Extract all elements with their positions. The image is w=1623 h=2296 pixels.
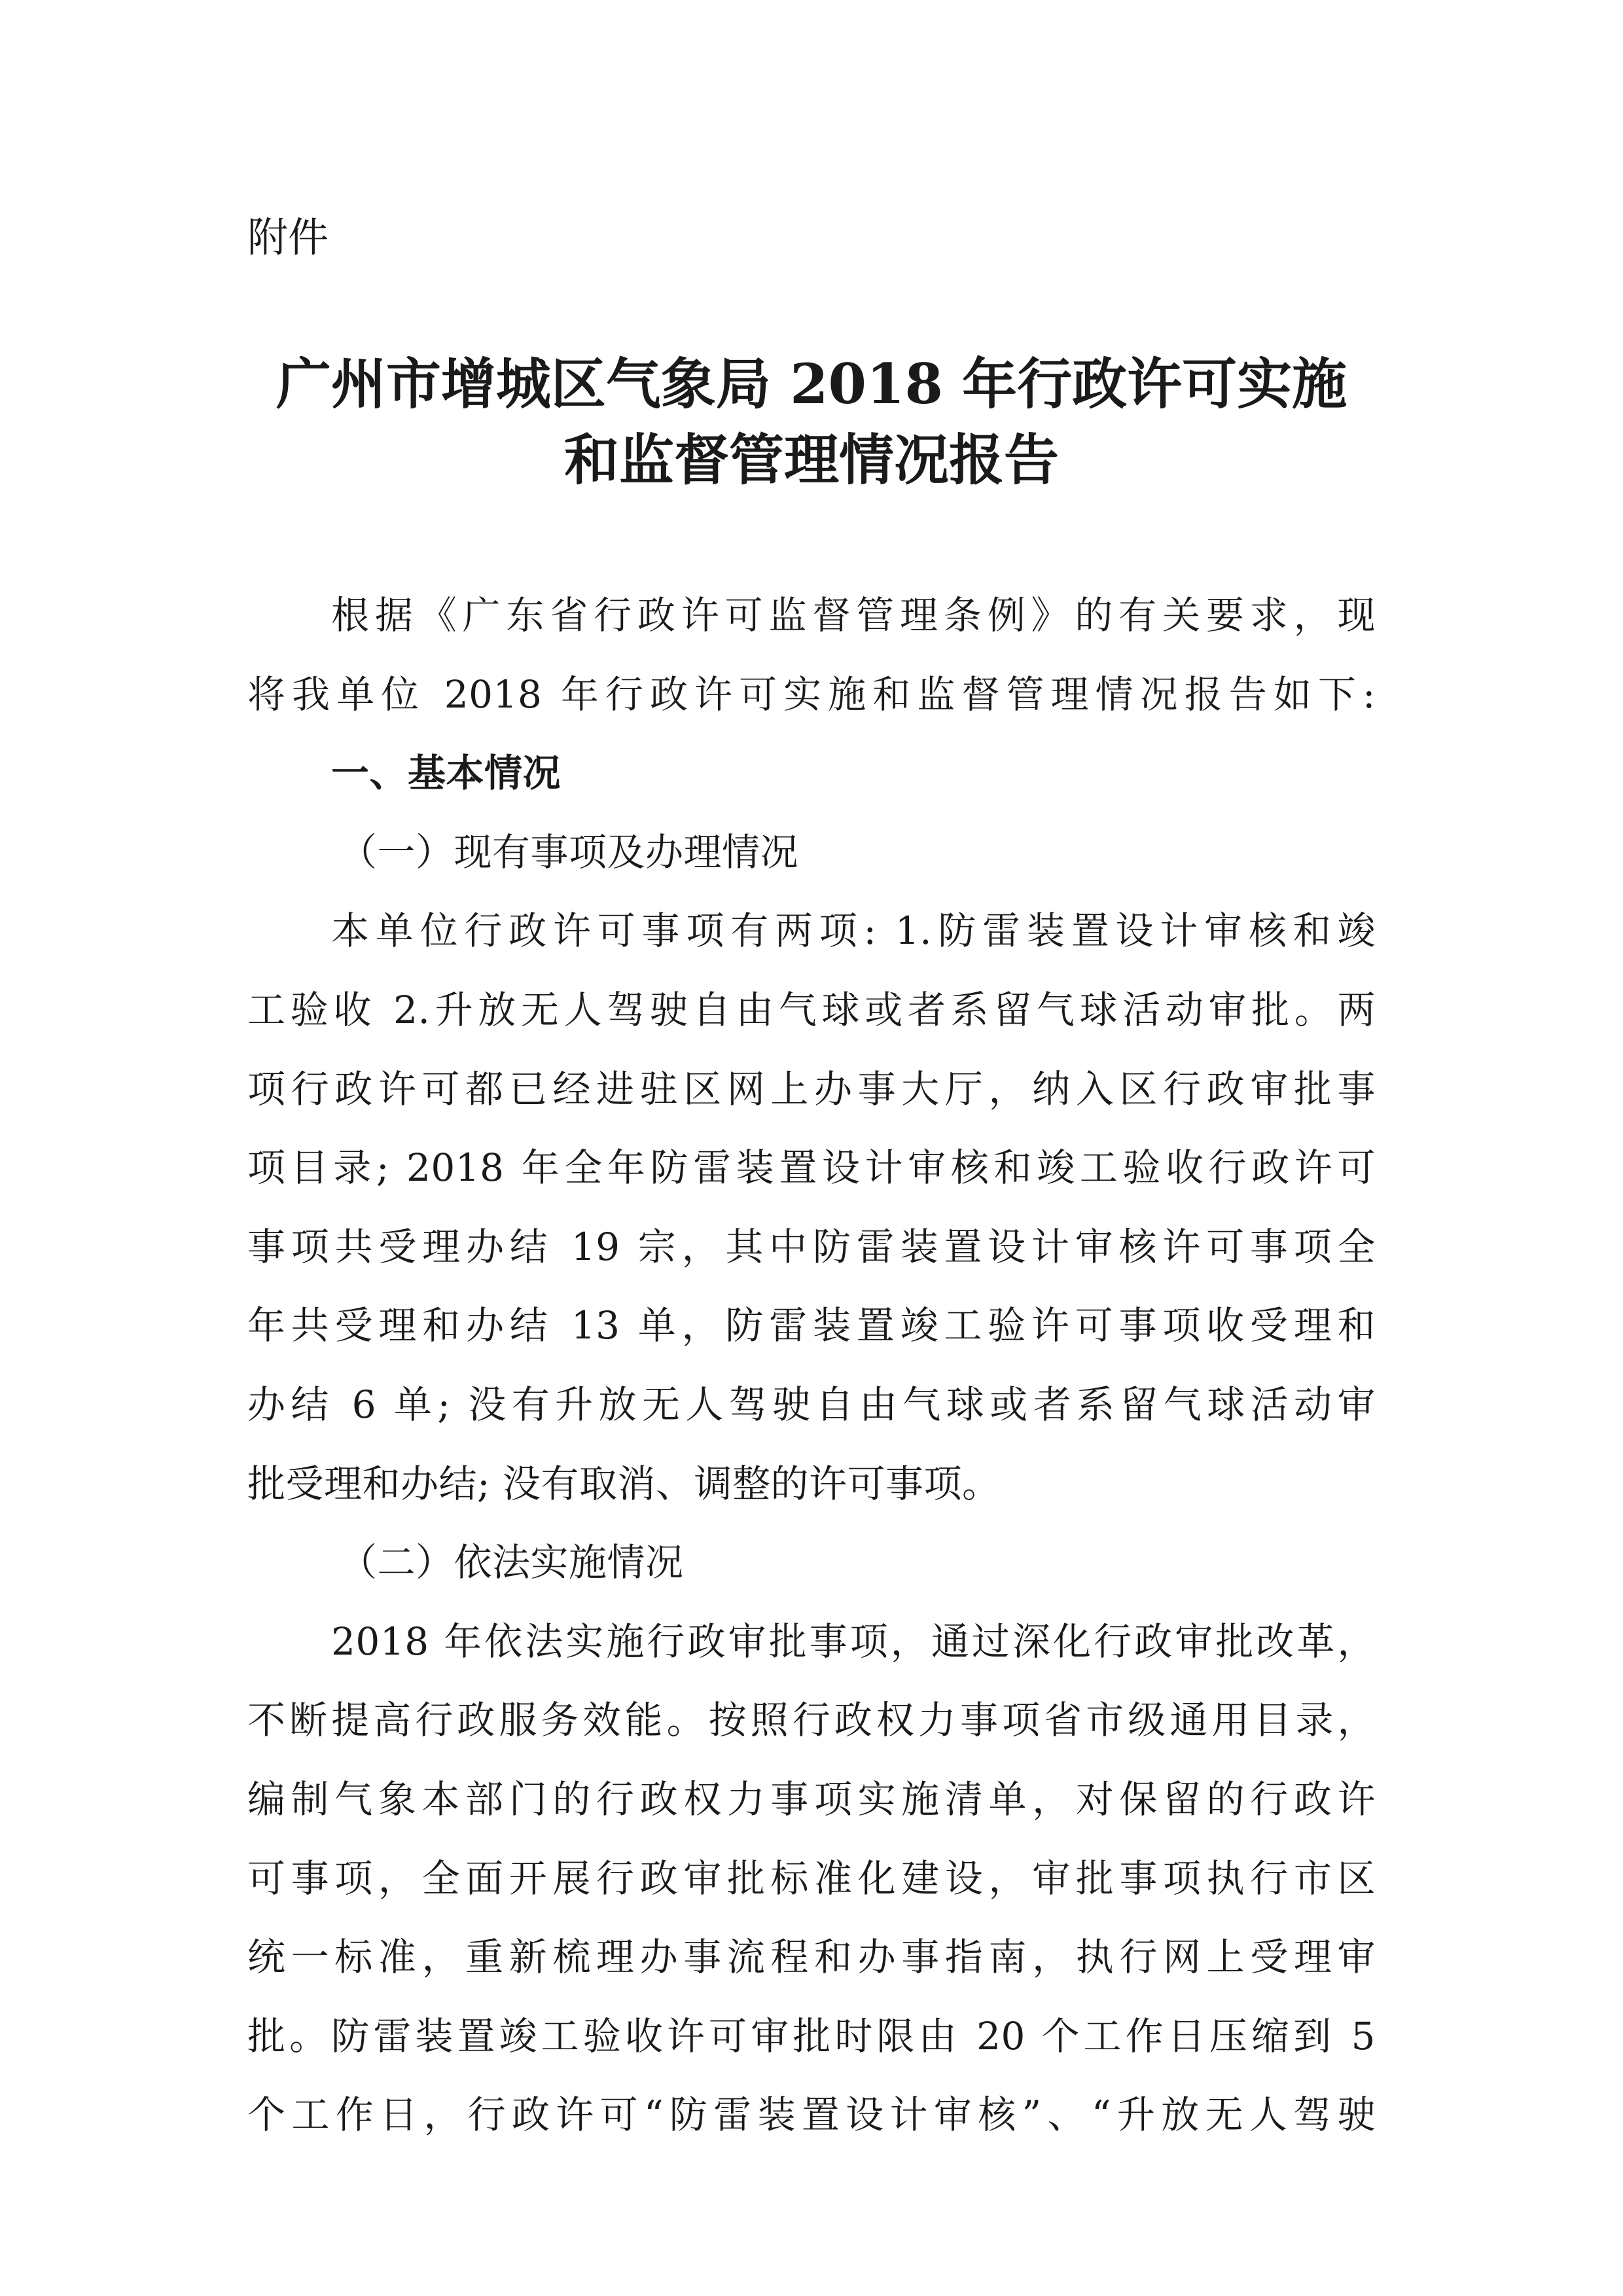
paragraph-line: 编制气象本部门的行政权力事项实施清单，对保留的行政许 — [247, 1776, 1376, 1821]
paragraph-line: 项行政许可都已经进驻区网上办事大厅，纳入区行政审批事 — [247, 1066, 1376, 1111]
subsection-heading-implementation: （二）依法实施情况 — [339, 1540, 684, 1585]
paragraph-line: 项目录; 2018 年全年防雷装置设计审核和竣工验收行政许可 — [247, 1145, 1376, 1191]
paragraph-line: 统一标准，重新梳理办事流程和办事指南，执行网上受理审 — [247, 1935, 1376, 1980]
intro-line: 将我单位 2018 年行政许可实施和监督管理情况报告如下: — [247, 672, 1376, 717]
document-title-line-1: 广州市增城区气象局 2018 年行政许可实施 — [276, 351, 1347, 416]
paragraph-line: 本单位行政许可事项有两项: 1.防雷装置设计审核和竣 — [331, 908, 1376, 954]
intro-line: 根据《广东省行政许可监督管理条例》的有关要求，现 — [331, 593, 1376, 637]
paragraph-line: 批受理和办结; 没有取消、调整的许可事项。 — [247, 1461, 1001, 1506]
document-body — [247, 576, 1376, 2155]
attachment-label: 附件 — [247, 213, 329, 261]
paragraph-line: 2018 年依法实施行政审批事项，通过深化行政审批改革， — [331, 1619, 1376, 1664]
paragraph-line: 可事项，全面开展行政审批标准化建设，审批事项执行市区 — [247, 1856, 1376, 1901]
paragraph-line: 个工作日，行政许可“防雷装置设计审核”、“升放无人驾驶 — [247, 2092, 1376, 2138]
section-heading-basic-situation: 一、基本情况 — [331, 751, 562, 796]
paragraph-line: 年共受理和办结 13 单，防雷装置竣工验许可事项收受理和 — [247, 1303, 1376, 1348]
paragraph-line: 工验收 2.升放无人驾驶自由气球或者系留气球活动审批。两 — [247, 987, 1376, 1032]
paragraph-line: 事项共受理办结 19 宗，其中防雷装置设计审核许可事项全 — [247, 1224, 1376, 1269]
subsection-heading-items: （一）现有事项及办理情况 — [339, 829, 799, 874]
paragraph-line: 办结 6 单; 没有升放无人驾驶自由气球或者系留气球活动审 — [247, 1382, 1376, 1427]
document-title-line-2: 和监督管理情况报告 — [563, 427, 1059, 492]
paragraph-line: 不断提高行政服务效能。按照行政权力事项省市级通用目录， — [247, 1698, 1376, 1743]
paragraph-line: 批。防雷装置竣工验收许可审批时限由 20 个工作日压缩到 5 — [247, 2013, 1376, 2058]
